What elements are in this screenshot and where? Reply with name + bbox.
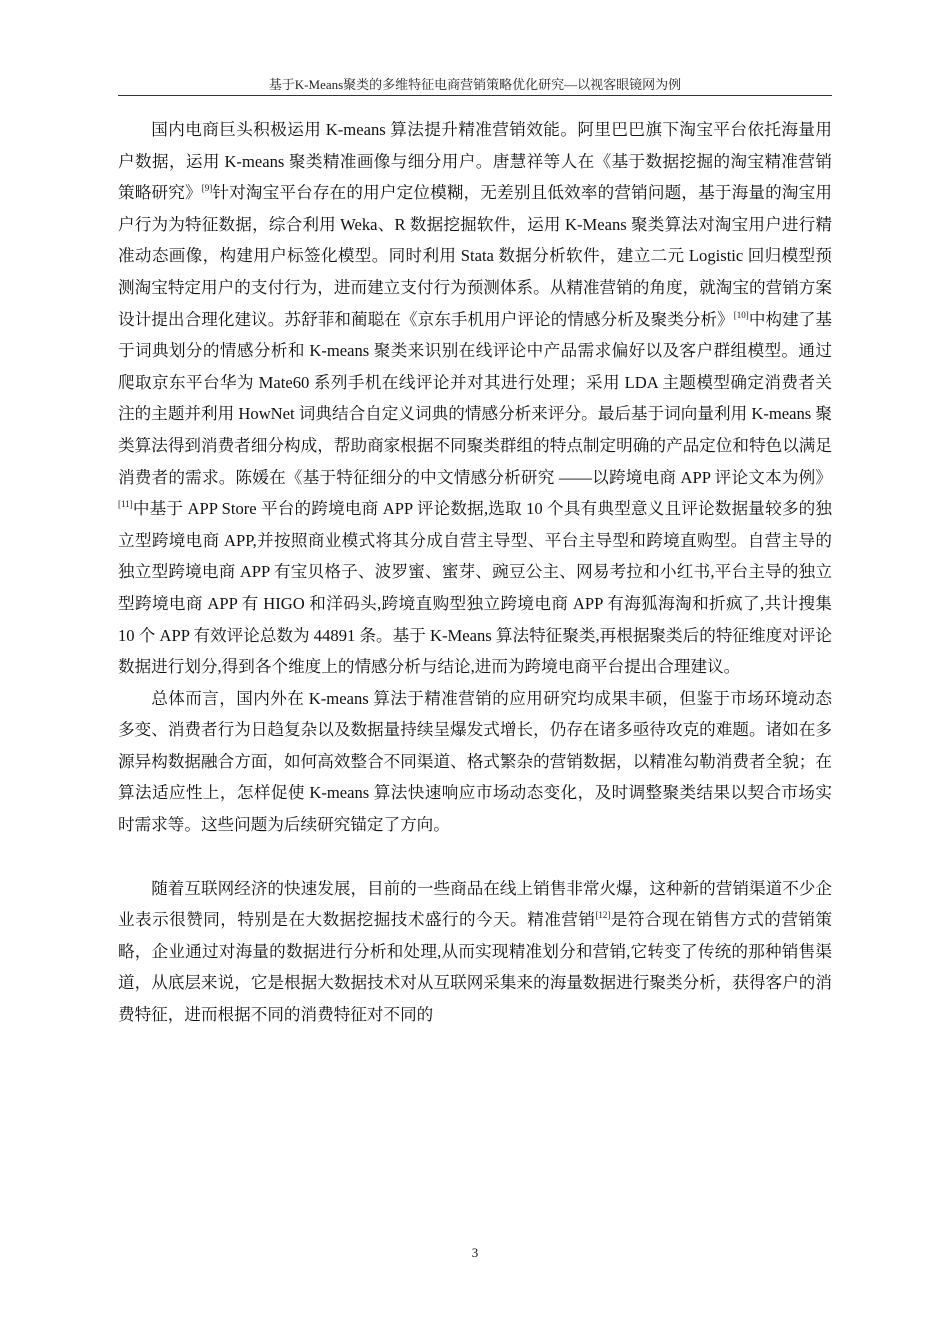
- paragraph-text: 中构建了基于词典划分的情感分析和 K-means 聚类来识别在线评论中产品需求偏好以及客户群组模型。通过爬取京东平台华为 Mate60 系列手机在线评论并对其进行处理；采用 LDA 主题模型确定消费者关注的主题并利用 HowNet 词典结合自定义词典的情感分析来评分。最后基于词向量利用 K-means 聚类算法得到消费者细分构成，帮助商家根据不同聚类群组的特点制定明确的产品定位和特色以满足消费者的需求。陈媛在《基于特征细分的中文情感分析研究 ——以跨境电商 APP 评论文本为例》: [118, 309, 833, 487]
- paragraph-cn-studies: [118, 114, 832, 683]
- citation-10: [10]: [733, 309, 749, 320]
- page-number: 3: [471, 1245, 479, 1260]
- paragraph-text: 针对淘宝平台存在的用户定位模糊，无差别且低效率的营销问题，基于海量的淘宝用户行为为特征数据，综合利用 Weka、R 数据挖掘软件，运用 K-Means 聚类算法对淘宝用户进行精准动态画像，构建用户标签化模型。同时利用 Stata 数据分析软件，建立二元 Logistic 回归模型预测淘宝特定用户的支付行为，进而建立支付行为预测体系。从精准营销的角度，就淘宝的营销方案设计提出合理化建议。苏舒菲和蔺聪在《京东手机用户评论的情感分析及聚类分析》: [118, 183, 832, 329]
- citation-12: [12]: [595, 910, 611, 921]
- section-gap: [118, 841, 832, 873]
- body-text: [118, 114, 832, 1031]
- citation-9: [9]: [201, 183, 213, 194]
- paragraph-text: 国内电商巨头积极运用 K-means 算法提升精准营销效能。阿里巴巴旗下淘宝平台依托海量用户数据，运用 K-means 聚类精准画像与细分用户。唐慧祥等人在《基于数据挖掘的淘宝精准营销策略研究》: [118, 120, 832, 203]
- running-header: 基于K-Means聚类的多维特征电商营销策略优化研究—以视客眼镜网为例: [268, 77, 682, 92]
- header-rule: [118, 95, 832, 96]
- paragraph-precision-marketing: [118, 873, 832, 1031]
- paragraph-text: 中基于 APP Store 平台的跨境电商 APP 评论数据,选取 10 个具有典型意义且评论数据量较多的独立型跨境电商 APP,并按照商业模式将其分成自营主导型、平台主导型和跨境直购型。自营主导的独立型跨境电商 APP 有宝贝格子、波罗蜜、蜜芽、豌豆公主、网易考拉和小红书,平台主导的独立型跨境电商 APP 有 HIGO 和洋码头,跨境直购型独立跨境电商 APP 有海狐海淘和折疯了,共计搜集 10 个 APP 有效评论总数为 44891 条。基于 K-Means 算法特征聚类,再根据聚类后的特征维度对评论数据进行划分,得到各个维度上的情感分析与结论,进而为跨境电商平台提出合理建议。: [118, 499, 832, 677]
- paragraph-text: 随着互联网经济的快速发展，目前的一些商品在线上销售非常火爆，这种新的营销渠道不少企业表示很赞同，特别是在大数据挖掘技术盛行的今天。精准营销: [118, 878, 832, 930]
- paragraph-summary: 总体而言，国内外在 K-means 算法于精准营销的应用研究均成果丰硕，但鉴于市场环境动态多变、消费者行为日趋复杂以及数据量持续呈爆发式增长，仍存在诸多亟待攻克的难题。诸如在多源异构数据融合方面，如何高效整合不同渠道、格式繁杂的营销数据，以精准勾勒消费者全貌；在算法适应性上，怎样促使 K-means 算法快速响应市场动态变化，及时调整聚类结果以契合市场实时需求等。这些问题为后续研究锚定了方向。: [118, 688, 832, 835]
- paragraph-text: 是符合现在销售方式的营销策略，企业通过对海量的数据进行分析和处理,从而实现精准划分和营销,它转变了传统的那种销售渠道，从底层来说，它是根据大数据技术对从互联网采集来的海量数据进行聚类分析，获得客户的消费特征，进而根据不同的消费特征对不同的: [118, 910, 833, 1025]
- citation-11: [11]: [118, 499, 133, 510]
